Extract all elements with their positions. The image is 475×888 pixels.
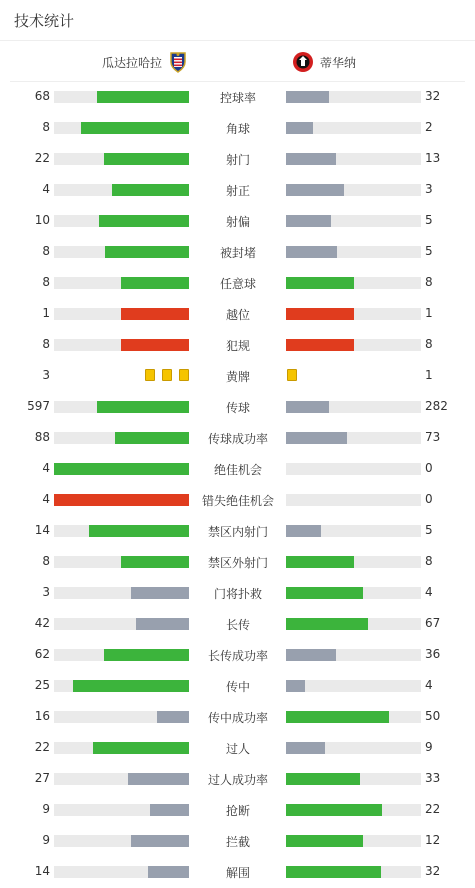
home-bar-track [54,618,189,630]
stat-label: 禁区内射门 [207,525,268,539]
away-bar-track [286,463,421,475]
home-bar-track [54,649,189,661]
stat-label: 犯规 [225,339,250,353]
stat-row [0,391,475,422]
page-title: 技术统计 [14,12,75,30]
away-value: 5 [425,213,433,227]
away-value: 0 [425,492,433,506]
home-bar-track [54,246,189,258]
stat-row [0,701,475,732]
away-bar-track [286,153,421,165]
away-value: 33 [425,771,441,785]
stat-row [0,546,475,577]
home-bar-track [54,91,189,103]
home-bar-fill [104,153,189,165]
away-bar-fill [286,525,321,537]
home-value: 3 [42,585,50,599]
stat-label: 黄牌 [225,370,250,384]
home-bar-track [54,432,189,444]
away-bar-fill [286,835,363,847]
away-bar-fill [286,742,325,754]
away-bar-track [286,556,421,568]
away-value: 8 [425,275,433,289]
away-value: 282 [425,399,448,413]
away-value: 4 [425,678,433,692]
home-value: 4 [42,492,50,506]
home-bar-fill [115,432,189,444]
away-bar-track [286,711,421,723]
away-value: 5 [425,244,433,258]
stats-list [0,81,475,887]
home-bar-track [54,773,189,785]
stat-row [0,856,475,887]
home-bar-track [54,215,189,227]
away-bar-fill [286,308,354,320]
yellow-card-icon [162,369,172,381]
home-bar-track [54,587,189,599]
away-value: 5 [425,523,433,537]
away-value: 3 [425,182,433,196]
away-bar-track [286,401,421,413]
stat-row [0,484,475,515]
home-bar-fill [54,463,189,475]
stat-row [0,577,475,608]
home-bar-fill [121,339,189,351]
stat-label: 被封堵 [219,246,256,260]
stat-row [0,670,475,701]
home-bar-fill [104,649,189,661]
stat-label: 传球成功率 [207,432,268,446]
home-bar-track [54,525,189,537]
home-value: 14 [34,864,50,878]
away-value: 67 [425,616,441,630]
away-bar-fill [286,711,389,723]
stat-row [0,143,475,174]
home-bar-fill [89,525,189,537]
away-value: 13 [425,151,441,165]
home-value: 16 [34,709,50,723]
away-value: 9 [425,740,433,754]
home-bar-fill [97,401,189,413]
away-bar-track [286,308,421,320]
home-team-name: 瓜达拉哈拉 [102,55,163,70]
away-bar-fill [286,866,381,878]
home-bar-fill [97,91,189,103]
home-bar-fill [148,866,189,878]
away-bar-fill [286,153,336,165]
stat-row [0,639,475,670]
home-bar-fill [81,122,189,134]
stat-label: 过人 [225,742,250,756]
home-bar-fill [121,308,189,320]
stat-label: 传球 [225,401,250,415]
home-bar-track [54,680,189,692]
stat-row [0,298,475,329]
home-bar-fill [121,277,189,289]
home-value: 27 [34,771,50,785]
home-value: 25 [34,678,50,692]
away-bar-track [286,494,421,506]
home-bar-fill [121,556,189,568]
stat-label: 射门 [225,153,250,167]
away-value: 12 [425,833,441,847]
home-bar-fill [112,184,189,196]
away-bar-track [286,773,421,785]
home-bar-fill [131,587,189,599]
away-bar-track [286,91,421,103]
home-bar-track [54,556,189,568]
stat-label: 射正 [225,184,250,198]
home-value: 9 [42,833,50,847]
home-bar-fill [73,680,189,692]
home-value: 68 [34,89,50,103]
away-bar-track [286,742,421,754]
stat-row [0,81,475,112]
stat-row [0,267,475,298]
away-team[interactable] [292,51,356,73]
home-bar-track [54,494,189,506]
away-bar-track [286,680,421,692]
away-bar-track [286,587,421,599]
yellow-card-icon [179,369,189,381]
home-value: 8 [42,244,50,258]
home-bar-track [54,122,189,134]
stat-label: 长传成功率 [207,649,268,663]
home-bar-fill [54,494,189,506]
stat-row [0,453,475,484]
stat-label: 绝佳机会 [213,463,262,477]
stat-row [0,422,475,453]
home-bar-track [54,742,189,754]
away-bar-fill [286,91,329,103]
home-value: 88 [34,430,50,444]
away-bar-fill [286,184,344,196]
away-value: 1 [425,368,433,382]
home-bar-track [54,277,189,289]
home-bar-fill [131,835,189,847]
home-bar-track [54,184,189,196]
stat-row [0,174,475,205]
away-bar-fill [286,215,331,227]
away-bar-track [286,184,421,196]
away-bar-fill [286,122,313,134]
yellow-card-icon [145,369,155,381]
home-bar-fill [93,742,189,754]
away-bar-fill [286,649,336,661]
away-value: 32 [425,89,441,103]
home-bar-fill [128,773,189,785]
away-bar-track [286,525,421,537]
away-bar-track [286,432,421,444]
stat-label: 长传 [225,618,250,632]
home-value: 14 [34,523,50,537]
home-bar-track [54,308,189,320]
away-bar-fill [286,556,354,568]
home-team[interactable] [102,51,188,73]
stat-label: 任意球 [219,277,256,291]
stat-row [0,360,475,391]
home-bar-track [54,866,189,878]
home-value: 10 [34,213,50,227]
home-value: 8 [42,554,50,568]
home-bar-track [54,835,189,847]
away-value: 73 [425,430,441,444]
away-bar-track [286,277,421,289]
away-value: 8 [425,337,433,351]
away-bar-track [286,804,421,816]
home-bar-track [54,339,189,351]
stat-row [0,515,475,546]
home-bar-fill [99,215,189,227]
home-value: 9 [42,802,50,816]
away-team-crest-icon [292,51,312,73]
away-value: 4 [425,585,433,599]
away-bar-fill [286,339,354,351]
stat-label: 越位 [225,308,250,322]
home-bar-fill [105,246,189,258]
away-bar-fill [286,277,354,289]
away-bar-track [286,649,421,661]
home-bar-track [54,463,189,475]
away-value: 2 [425,120,433,134]
away-bar-track [286,215,421,227]
away-bar-fill [286,587,363,599]
away-bar-track [286,866,421,878]
away-value: 36 [425,647,441,661]
home-bar-fill [157,711,189,723]
away-bar-track [286,618,421,630]
home-bar-track [54,804,189,816]
home-value: 4 [42,182,50,196]
home-bar-track [54,153,189,165]
home-bar-fill [150,804,189,816]
away-team-name: 蒂华纳 [320,55,357,70]
stat-row [0,112,475,143]
away-value: 32 [425,864,441,878]
home-value: 1 [42,306,50,320]
home-value: 8 [42,275,50,289]
stat-row [0,763,475,794]
home-value: 62 [34,647,50,661]
away-value: 22 [425,802,441,816]
home-value: 8 [42,120,50,134]
stat-label: 射偏 [225,215,250,229]
yellow-card-icon [287,369,297,381]
home-value: 597 [27,399,50,413]
away-bar-fill [286,618,368,630]
stat-row [0,236,475,267]
stat-row [0,732,475,763]
away-bar-track [286,339,421,351]
stat-row [0,825,475,856]
away-bar-track [286,122,421,134]
stat-label: 抢断 [225,804,250,818]
stat-row [0,794,475,825]
stat-row [0,608,475,639]
stat-label: 拦截 [225,835,250,849]
home-value: 22 [34,151,50,165]
stat-label: 传中 [225,680,250,694]
away-value: 0 [425,461,433,475]
stat-label: 控球率 [219,91,256,105]
stat-label: 过人成功率 [207,773,268,787]
away-bar-fill [286,432,347,444]
away-bar-track [286,246,421,258]
away-bar-fill [286,680,305,692]
stat-row [0,205,475,236]
home-value: 4 [42,461,50,475]
home-bar-track [54,711,189,723]
away-bar-fill [286,401,329,413]
home-value: 8 [42,337,50,351]
away-value: 1 [425,306,433,320]
away-value: 50 [425,709,441,723]
stat-row [0,329,475,360]
away-value: 8 [425,554,433,568]
home-team-crest-icon [168,51,188,73]
stat-label: 传中成功率 [207,711,268,725]
away-bar-fill [286,773,360,785]
teams-bar [10,41,465,82]
away-bar-fill [286,804,382,816]
away-bar-fill [286,246,337,258]
home-value: 22 [34,740,50,754]
home-value: 42 [34,616,50,630]
home-bar-track [54,401,189,413]
home-bar-fill [136,618,189,630]
stat-label: 门将扑救 [213,587,262,601]
home-value: 3 [42,368,50,382]
stat-label: 错失绝佳机会 [201,494,274,508]
stat-label: 角球 [225,122,250,136]
header [0,0,475,41]
away-bar-track [286,835,421,847]
stat-label: 禁区外射门 [207,556,268,570]
stat-label: 解围 [225,866,250,880]
